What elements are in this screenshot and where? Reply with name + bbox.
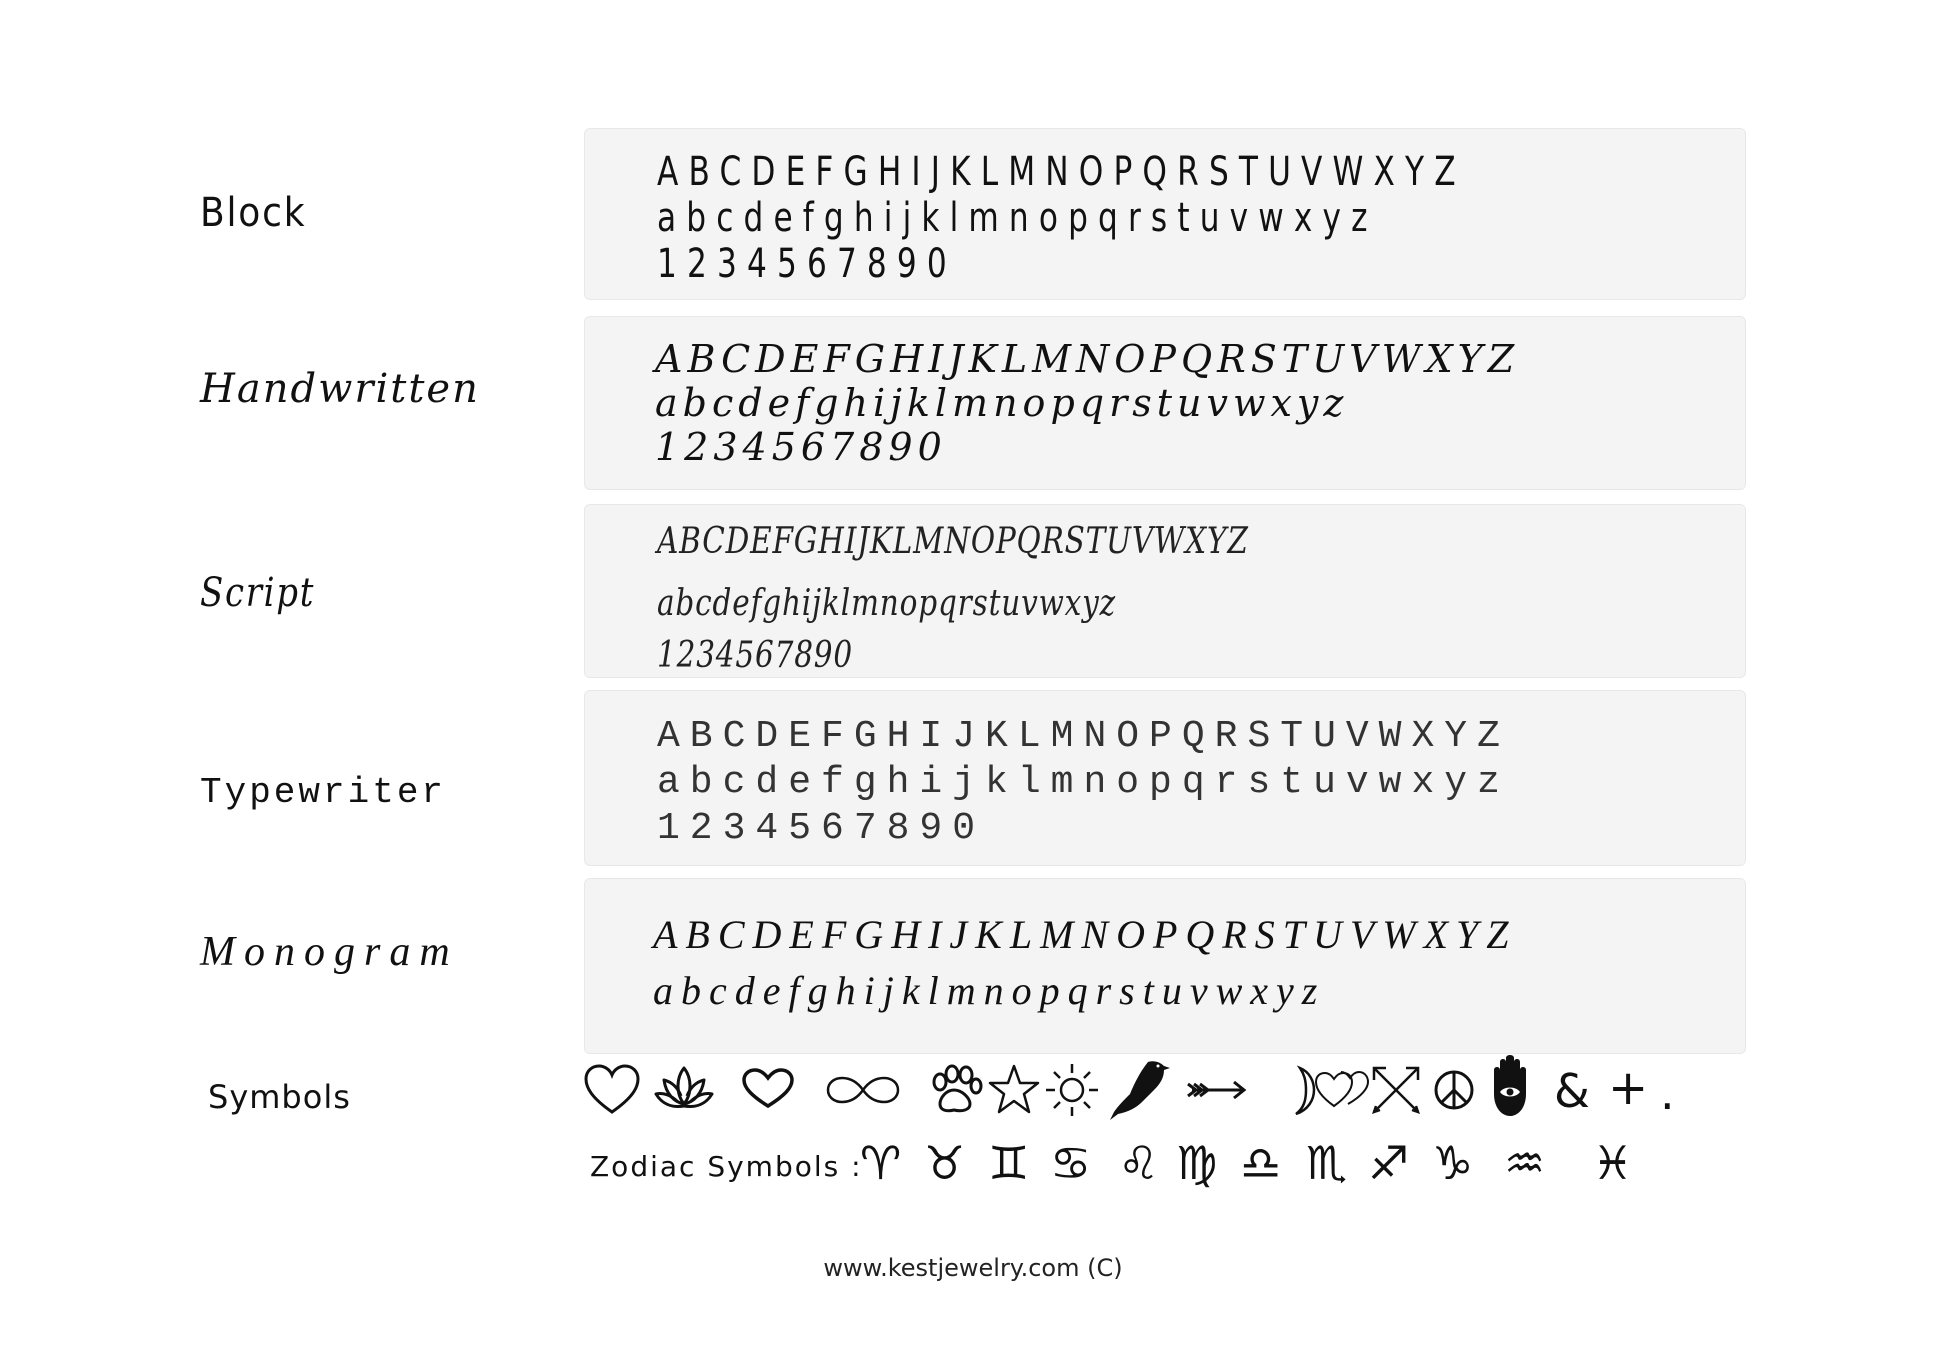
font-sample-monogram: [584, 878, 1746, 1054]
infinity-icon: [824, 1060, 902, 1120]
font-sample-block: [584, 128, 1746, 300]
typewriter-uppercase: ABCDEFGHIJKLMNOPQRSTUVWXYZ: [657, 715, 1510, 758]
font-label-block: Block: [200, 190, 307, 236]
zodiac-pisces-icon: ♓: [1592, 1136, 1634, 1190]
zodiac-aquarius-icon: ♒: [1504, 1136, 1546, 1190]
monogram-lowercase: abcdefghijklmnopqrstuvwxyz: [653, 968, 1326, 1013]
zodiac-capricorn-icon: ♑: [1432, 1136, 1474, 1190]
zodiac-label: Zodiac Symbols :: [590, 1150, 863, 1183]
handwritten-lowercase: abcdefghijklmnopqrstuvwxyz: [655, 381, 1349, 425]
plus-symbol: +: [1608, 1060, 1649, 1116]
typewriter-numbers: 1234567890: [657, 807, 986, 850]
star-icon: [984, 1060, 1044, 1120]
zodiac-sagittarius-icon: ♐: [1368, 1136, 1410, 1190]
double-heart-icon: [1312, 1060, 1372, 1120]
script-uppercase: ABCDEFGHIJKLMNOPQRSTUVWXYZ: [657, 521, 1249, 562]
block-numbers: 1234567890: [657, 241, 957, 287]
lotus-icon: [654, 1060, 714, 1120]
heart-outline-icon: [582, 1060, 642, 1120]
zodiac-scorpio-icon: ♏: [1306, 1136, 1348, 1190]
heart-line-icon: [738, 1060, 798, 1120]
font-sample-script: [584, 504, 1746, 678]
handwritten-numbers: 1234567890: [655, 425, 947, 469]
typewriter-lowercase: abcdefghijklmnopqrstuvwxyz: [657, 761, 1510, 804]
footer-copyright: www.kestjewelry.com (C): [823, 1254, 1123, 1282]
zodiac-aries-icon: ♈: [860, 1136, 902, 1190]
dot-symbol: .: [1660, 1066, 1675, 1120]
zodiac-virgo-icon: ♍: [1176, 1136, 1218, 1190]
hamsa-icon: [1480, 1052, 1540, 1122]
symbols-label: Symbols: [208, 1078, 351, 1116]
zodiac-cancer-icon: ♋: [1050, 1136, 1092, 1190]
font-label-handwritten: Handwritten: [200, 366, 480, 412]
paw-icon: [924, 1060, 984, 1120]
handwritten-uppercase: ABCDEFGHIJKLMNOPQRSTUVWXYZ: [655, 337, 1520, 381]
block-uppercase: ABCDEFGHIJKLMNOPQRSTUVWXYZ: [657, 149, 1466, 195]
peace-icon: [1424, 1060, 1484, 1120]
zodiac-gemini-icon: ♊: [988, 1136, 1030, 1190]
bird-icon: [1108, 1054, 1172, 1124]
sun-icon: [1042, 1060, 1102, 1120]
ampersand-symbol: &: [1554, 1064, 1590, 1118]
zodiac-libra-icon: ♎: [1240, 1136, 1282, 1190]
crossed-arrows-icon: [1366, 1060, 1426, 1120]
script-lowercase: abcdefghijklmnopqrstuvwxyz: [657, 583, 1117, 624]
zodiac-leo-icon: ♌: [1118, 1136, 1160, 1190]
font-sample-typewriter: [584, 690, 1746, 866]
script-numbers: 1234567890: [657, 635, 854, 676]
font-label-typewriter: Typewriter: [200, 772, 447, 813]
arrow-icon: [1186, 1060, 1248, 1120]
font-sample-handwritten: [584, 316, 1746, 490]
zodiac-taurus-icon: ♉: [924, 1136, 966, 1190]
block-lowercase: abcdefghijklmnopqrstuvwxyz: [657, 195, 1378, 241]
font-label-script: Script: [200, 570, 316, 616]
font-label-monogram: Monogram: [200, 929, 459, 975]
monogram-uppercase: ABCDEFGHIJKLMNOPQRSTUVWXYZ: [653, 912, 1517, 957]
